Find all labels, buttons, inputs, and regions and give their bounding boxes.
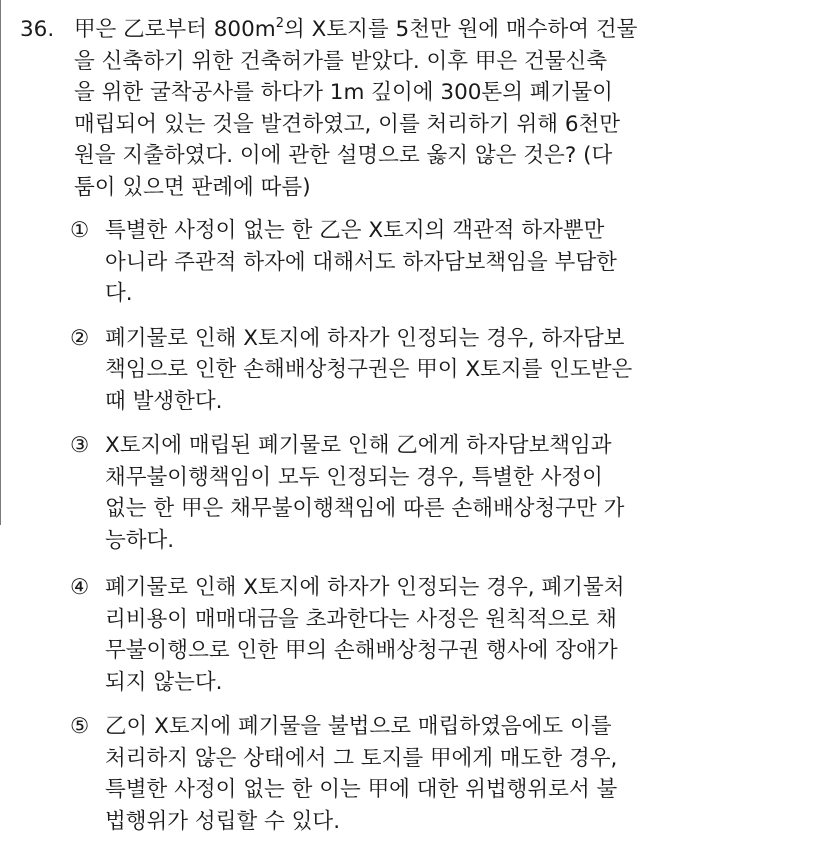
- stem-line: 매립되어 있는 것을 발견하였고, 이를 처리하기 위해 6천만: [74, 111, 621, 137]
- answer-option-5: [70, 711, 810, 837]
- question-block: [20, 14, 810, 850]
- stem-line: 을 신축하기 위한 건축허가를 받았다. 이후 甲은 건물신축: [74, 48, 608, 74]
- option-line: 아니라 주관적 하자에 대해서도 하자담보책임을 부담한: [105, 249, 617, 275]
- stem-text-segment: 甲은 乙로부터 800m: [74, 17, 276, 42]
- option-line: 책임으로 인한 손해배상청구권은 甲이 X토지를 인도받은: [105, 357, 633, 382]
- option-marker: ③: [70, 433, 90, 458]
- option-line: 법행위가 성립할 수 있다.: [105, 808, 341, 834]
- stem-line: [74, 14, 810, 46]
- option-line: 없는 한 甲은 채무불이행책임에 따른 손해배상청구만 가: [105, 496, 625, 521]
- option-marker: ②: [70, 325, 90, 351]
- option-line: 되지 않는다.: [105, 669, 223, 695]
- option-text: [105, 215, 810, 310]
- option-line: 채무불이행책임이 모두 인정되는 경우, 특별한 사정이: [105, 464, 603, 490]
- option-line: 폐기물로 인해 X토지에 하자가 인정되는 경우, 하자담보: [105, 325, 625, 351]
- option-line: 능하다.: [105, 527, 175, 553]
- option-line: 때 발생한다.: [105, 388, 223, 414]
- question-stem-text: [74, 14, 810, 203]
- option-marker: ⑤: [70, 714, 90, 739]
- answer-option-1: [70, 215, 810, 310]
- question-number: 36.: [20, 17, 55, 42]
- option-line: X토지에 매립된 폐기물로 인해 乙에게 하자담보책임과: [105, 433, 612, 458]
- option-text: [105, 711, 810, 837]
- answer-option-3: [70, 430, 810, 556]
- option-line: 특별한 사정이 없는 한 이는 甲에 대한 위법행위로서 불: [105, 777, 618, 802]
- stem-line: 원을 지출하였다. 이에 관한 설명으로 옳지 않은 것은? (다: [74, 143, 613, 168]
- area-unit-superscript: 2: [275, 16, 285, 31]
- option-marker: ④: [70, 575, 90, 600]
- stem-line: 툼이 있으면 판례에 따름): [74, 174, 311, 200]
- answer-option-2: [70, 323, 810, 418]
- question-stem: [20, 14, 810, 203]
- option-line: 특별한 사정이 없는 한 乙은 X토지의 객관적 하자뿐만: [105, 218, 605, 243]
- option-line: 리비용이 매매대금을 초과한다는 사정은 원칙적으로 채: [105, 606, 617, 632]
- option-line: 폐기물로 인해 X토지에 하자가 인정되는 경우, 폐기물처: [105, 575, 625, 600]
- option-line: 무불이행으로 인한 甲의 손해배상청구권 행사에 장애가: [105, 638, 618, 663]
- answer-option-4: [70, 572, 810, 698]
- option-line: 乙이 X토지에 폐기물을 불법으로 매립하였음에도 이를: [105, 714, 612, 739]
- stem-line: 을 위한 굴착공사를 하다가 1m 깊이에 300톤의 폐기물이: [74, 80, 613, 105]
- option-line: 다.: [105, 281, 133, 306]
- option-text: [105, 430, 810, 556]
- option-marker: ①: [70, 218, 90, 243]
- option-text: [105, 572, 810, 698]
- column-divider: [0, 0, 1, 525]
- option-line: 처리하지 않은 상태에서 그 토지를 甲에게 매도한 경우,: [105, 745, 618, 771]
- stem-text-segment: 의 X토지를 5천만 원에 매수하여 건물: [284, 17, 638, 42]
- answer-options: [20, 215, 810, 837]
- option-text: [105, 323, 810, 418]
